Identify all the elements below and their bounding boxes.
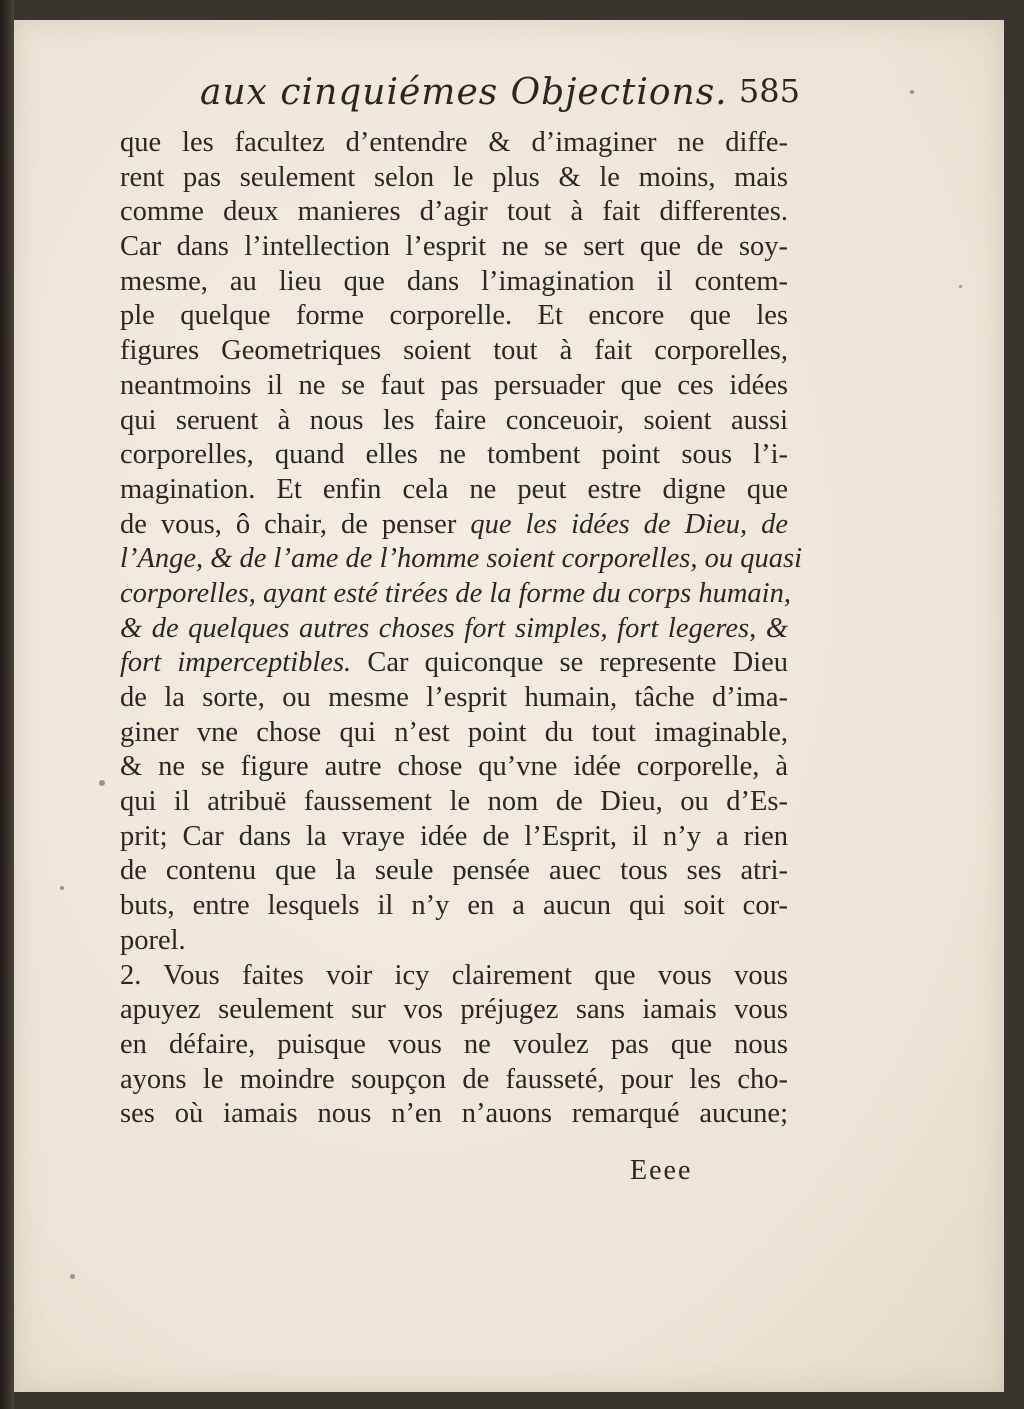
text-line: de contenu que la seule pensée auec tous ses atri- <box>120 855 788 887</box>
text-line: porel. <box>120 924 186 956</box>
text-line: comme deux manieres d’agir tout à fait differentes. <box>120 196 788 228</box>
text-line: mesme, au lieu que dans l’imagination il contem- <box>120 265 788 297</box>
text-line: ses où iamais nous n’en n’auons remarqué aucune; <box>120 1098 788 1130</box>
italic-quote: l’Ange, & de l’ame de l’homme soient corporelles, ou quasi <box>120 543 803 575</box>
text-line: magination. Et enfin cela ne peut estre digne que <box>120 473 788 505</box>
running-title: aux cinquiémes Objections. <box>200 72 728 113</box>
paper-speck <box>60 886 64 890</box>
book-spine <box>0 0 14 1409</box>
text-line: de vous, ô chair, de penser que les idées de Dieu, de <box>120 508 788 540</box>
italic-quote: corporelles, ayant esté tirées de la forme du corps humain, <box>120 577 791 609</box>
italic-quote: & de quelques autres choses fort simples, fort legeres, & <box>120 612 788 644</box>
text-line: ayons le moindre soupçon de fausseté, pour les cho- <box>120 1063 788 1095</box>
text-line: ple quelque forme corporelle. Et encore que les <box>120 300 788 332</box>
text-line: que les facultez d’entendre & d’imaginer ne diffe- <box>120 127 788 158</box>
text-line: apuyez seulement sur vos préjugez sans iamais vous <box>120 994 788 1026</box>
text-line: & ne se figure autre chose qu’vne idée corporelle, à <box>120 751 788 783</box>
text-line: qui il atribuë faussement le nom de Dieu, ou d’Es- <box>120 786 788 818</box>
text-line: en défaire, puisque vous ne voulez pas que nous <box>120 1028 788 1060</box>
text-line: qui seruent à nous les faire conceuoir, soient aussi <box>120 404 788 436</box>
text-line: 2. Vous faites voir icy clairement que vous vous <box>120 959 788 991</box>
paper-speck <box>70 1274 75 1279</box>
text-line: neantmoins il ne se faut pas persuader que ces idées <box>120 369 788 401</box>
body-text <box>120 126 803 1132</box>
text-line: rent pas seulement selon le plus & le moins, mais <box>120 161 788 193</box>
italic-quote: que les idées de Dieu, de <box>470 508 788 540</box>
text-line <box>120 612 788 647</box>
page-number: 585 <box>738 72 800 110</box>
text-line: giner vne chose qui n’est point du tout imaginable, <box>120 716 788 748</box>
text-line: corporelles, quand elles ne tombent point sous l’i- <box>120 439 788 471</box>
text-line: Car dans l’intellection l’esprit ne se sert que de soy- <box>120 231 788 263</box>
text-line: de la sorte, ou mesme l’esprit humain, tâche d’ima- <box>120 682 788 713</box>
paper-speck <box>99 780 105 786</box>
text-line: prit; Car dans la vraye idée de l’Esprit, il n’y a rien <box>120 820 788 852</box>
text-line <box>120 542 803 577</box>
text-line <box>120 577 791 612</box>
text-line: fort imperceptibles. Car quiconque se represente Dieu <box>120 647 789 679</box>
paper-speck <box>959 285 962 288</box>
text-line: figures Geometriques soient tout à fait corporelles, <box>120 335 788 367</box>
catchword: Eeee <box>630 1155 693 1186</box>
italic-quote: fort imperceptibles. <box>120 647 352 679</box>
page-header <box>200 72 800 122</box>
paper-speck <box>910 90 914 94</box>
text-line: buts, entre lesquels il n’y en a aucun qui soit cor- <box>120 890 788 922</box>
